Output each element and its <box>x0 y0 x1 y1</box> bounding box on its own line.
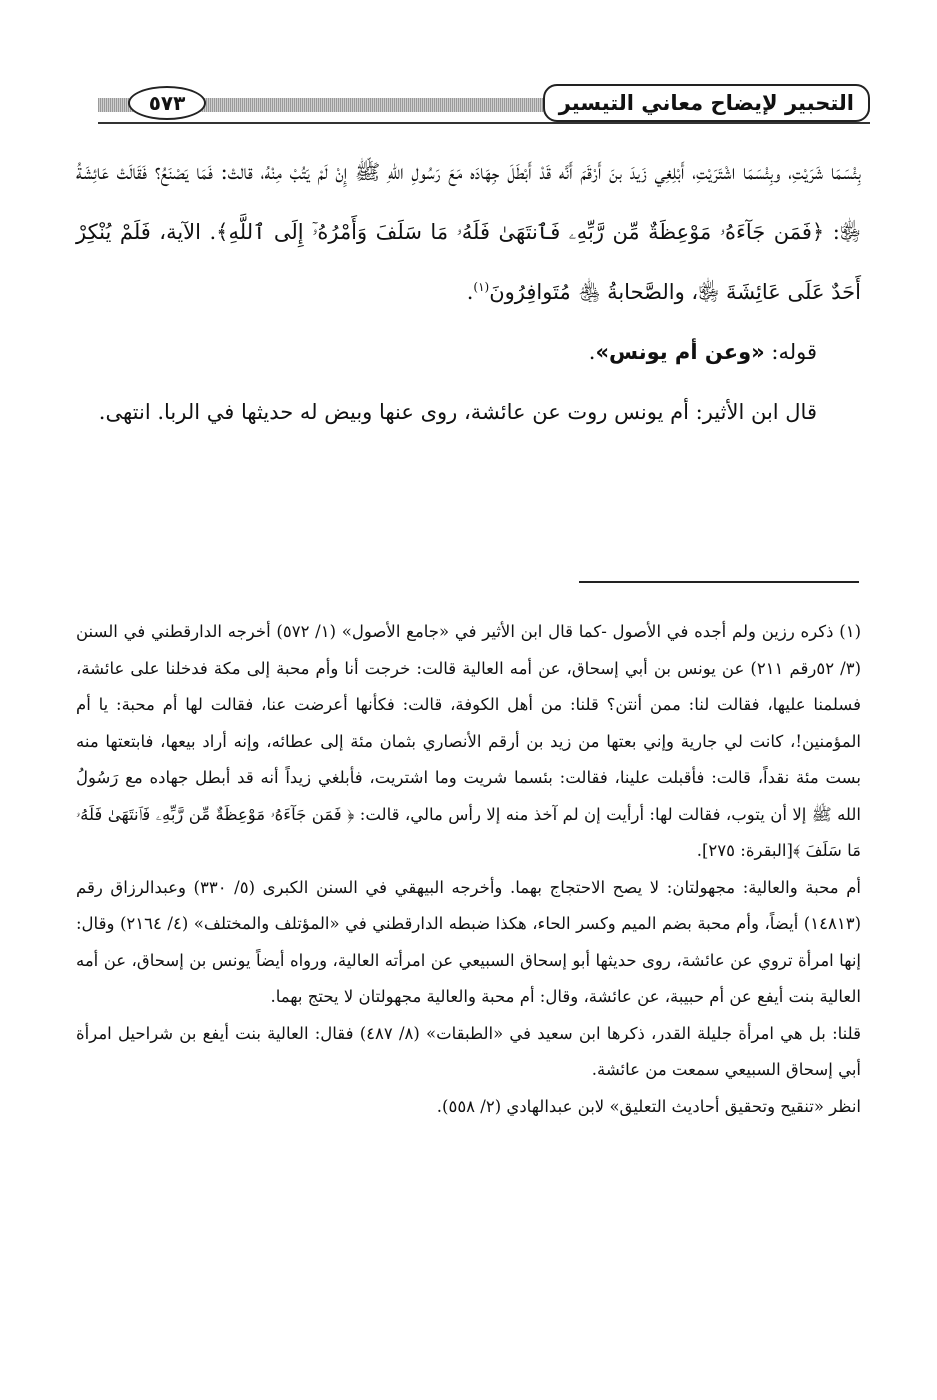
quote-lead: قوله: <box>764 340 817 364</box>
running-header <box>98 82 870 132</box>
paragraph-hadith <box>76 142 861 322</box>
footnote-quran-ref: [البقرة: ٢٧٥]. <box>696 841 793 860</box>
main-text <box>76 142 861 442</box>
book-title: التحبير لإيضاح معاني التيسير <box>543 84 870 122</box>
page-number: ٥٧٣ <box>128 86 206 120</box>
footnotes <box>76 614 861 1125</box>
header-rule <box>98 122 870 124</box>
hadith-tail: . <box>466 280 474 304</box>
footnote-quran-verse: ﴿ فَمَن جَآءَهُۥ مَوْعِظَةٌ مِّن رَّبِّهِۦ فَٱنتَهَىٰ فَلَهُۥ مَا سَلَفَ ﴾ <box>76 804 861 860</box>
footnote-separator <box>579 581 859 583</box>
footnote-4: انظر «تنقيح وتحقيق أحاديث التعليق» لابن عبدالهادي (٢/ ٥٥٨). <box>436 1096 861 1116</box>
footnote-1 <box>76 614 861 870</box>
footnote-1-text: (١) ذكره رزين ولم أجده في الأصول -كما قال ابن الأثير في «جامع الأصول» (١/ ٥٧٢) أخرجه الدارقطني في السنن (٣/ ٥٢رقم ٢١١) عن يونس بن أبي إسحاق، عن أمه العالية قالت: خرجت أنا وأم محبة إلى مكة فدخلنا على عائشة، فسلمنا عليها، فقالت لنا: ممن أنتن؟ قلنا: من أهل الكوفة، قالت: فكأنها أعرضت عنا، فقالت لها أم محبة: يا أم المؤمنين!، كانت لي جارية وإني بعتها من زيد بن أرقم الأنصاري بثمان مئة إلى عطائه، وإنه أراد بيعها، فابتعتها منه بست مئة نقداً، قالت: فأقبلت علينا، فقالت: بئسما شريت وما اشتريت، فأبلغي زيداً أنه قد أبطل جهاده مع رَسُولُ الله ﷺ إلا أن يتوب، فقالت لها: أرأيت إن لم آخذ منه إلا رأس مالي، قالت: <box>76 622 862 824</box>
quote-text: «وعن أم يونس» <box>595 340 765 364</box>
quote-tail: . <box>588 340 596 364</box>
paragraph-quote <box>76 322 861 382</box>
quran-verse: ﴿فَمَن جَآءَهُۥ مَوْعِظَةٌ مِّن رَّبِّهِۦ فَٱنتَهَىٰ فَلَهُۥ مَا سَلَفَ وَأَمْرُهُۥٓ إِلَى ٱللَّهِ﴾ <box>216 220 825 244</box>
hadith-text-end: . الآية، فَلَمْ يُنْكِرْ أَحَدٌ عَلَى عَائِشَةَ ﵂، والصَّحابةُ ﵃ مُتَوافِرُونَ <box>76 220 861 304</box>
footnote-3: قلنا: بل هي امرأة جليلة القدر، ذكرها ابن سعيد في «الطبقات» (٨/ ٤٨٧) فقال: العالية بنت أيفع بن شراحيل امرأة أبي إسحاق السبيعي سمعت من عائشة. <box>76 1023 861 1079</box>
footnote-marker: (١) <box>473 280 490 294</box>
hadith-text: بِئْسَمَا شَرَيْتِ، وبِئْسَمَا اشْتَرَيْتِ، أَبْلِغِي زَيدَ بنَ أَرْقَمَ أَنَّه قَدْ أَبْطَلَ جِهَادَه مَعَ رَسُولِ اللهِ ﷺ إِنْ لَمْ يَتُبْ مِنْهُ، قالتْ: فَمَا يَصْنَعُ؟ فَقَالَتْ عَائِشَةُ ﵂: <box>76 160 862 244</box>
footnote-2: أم محبة والعالية: مجهولتان: لا يصح الاحتجاج بهما. وأخرجه البيهقي في السنن الكبرى (٥/ ٣٣٠) وعبدالرزاق رقم (١٤٨١٣) أيضاً، وأم محبة بضم الميم وكسر الحاء، هكذا ضبطه الدارقطني في «المؤتلف والمختلف» (٤/ ٢١٦٤) وقال: إنها امرأة تروي عن عائشة، روى حديثها أبو إسحاق السبيعي عن امرأته العالية، ورواه أيضاً يونس بن إسحاق، عن أمه العالية بنت أيفع عن أم حبيبة، عن عائشة، وقال: أم محبة والعالية مجهولتان لا يحتج بهما. <box>76 877 861 1006</box>
paragraph-commentary: قال ابن الأثير: أم يونس روت عن عائشة، روى عنها وبيض له حديثها في الربا. انتهى. <box>98 400 817 424</box>
